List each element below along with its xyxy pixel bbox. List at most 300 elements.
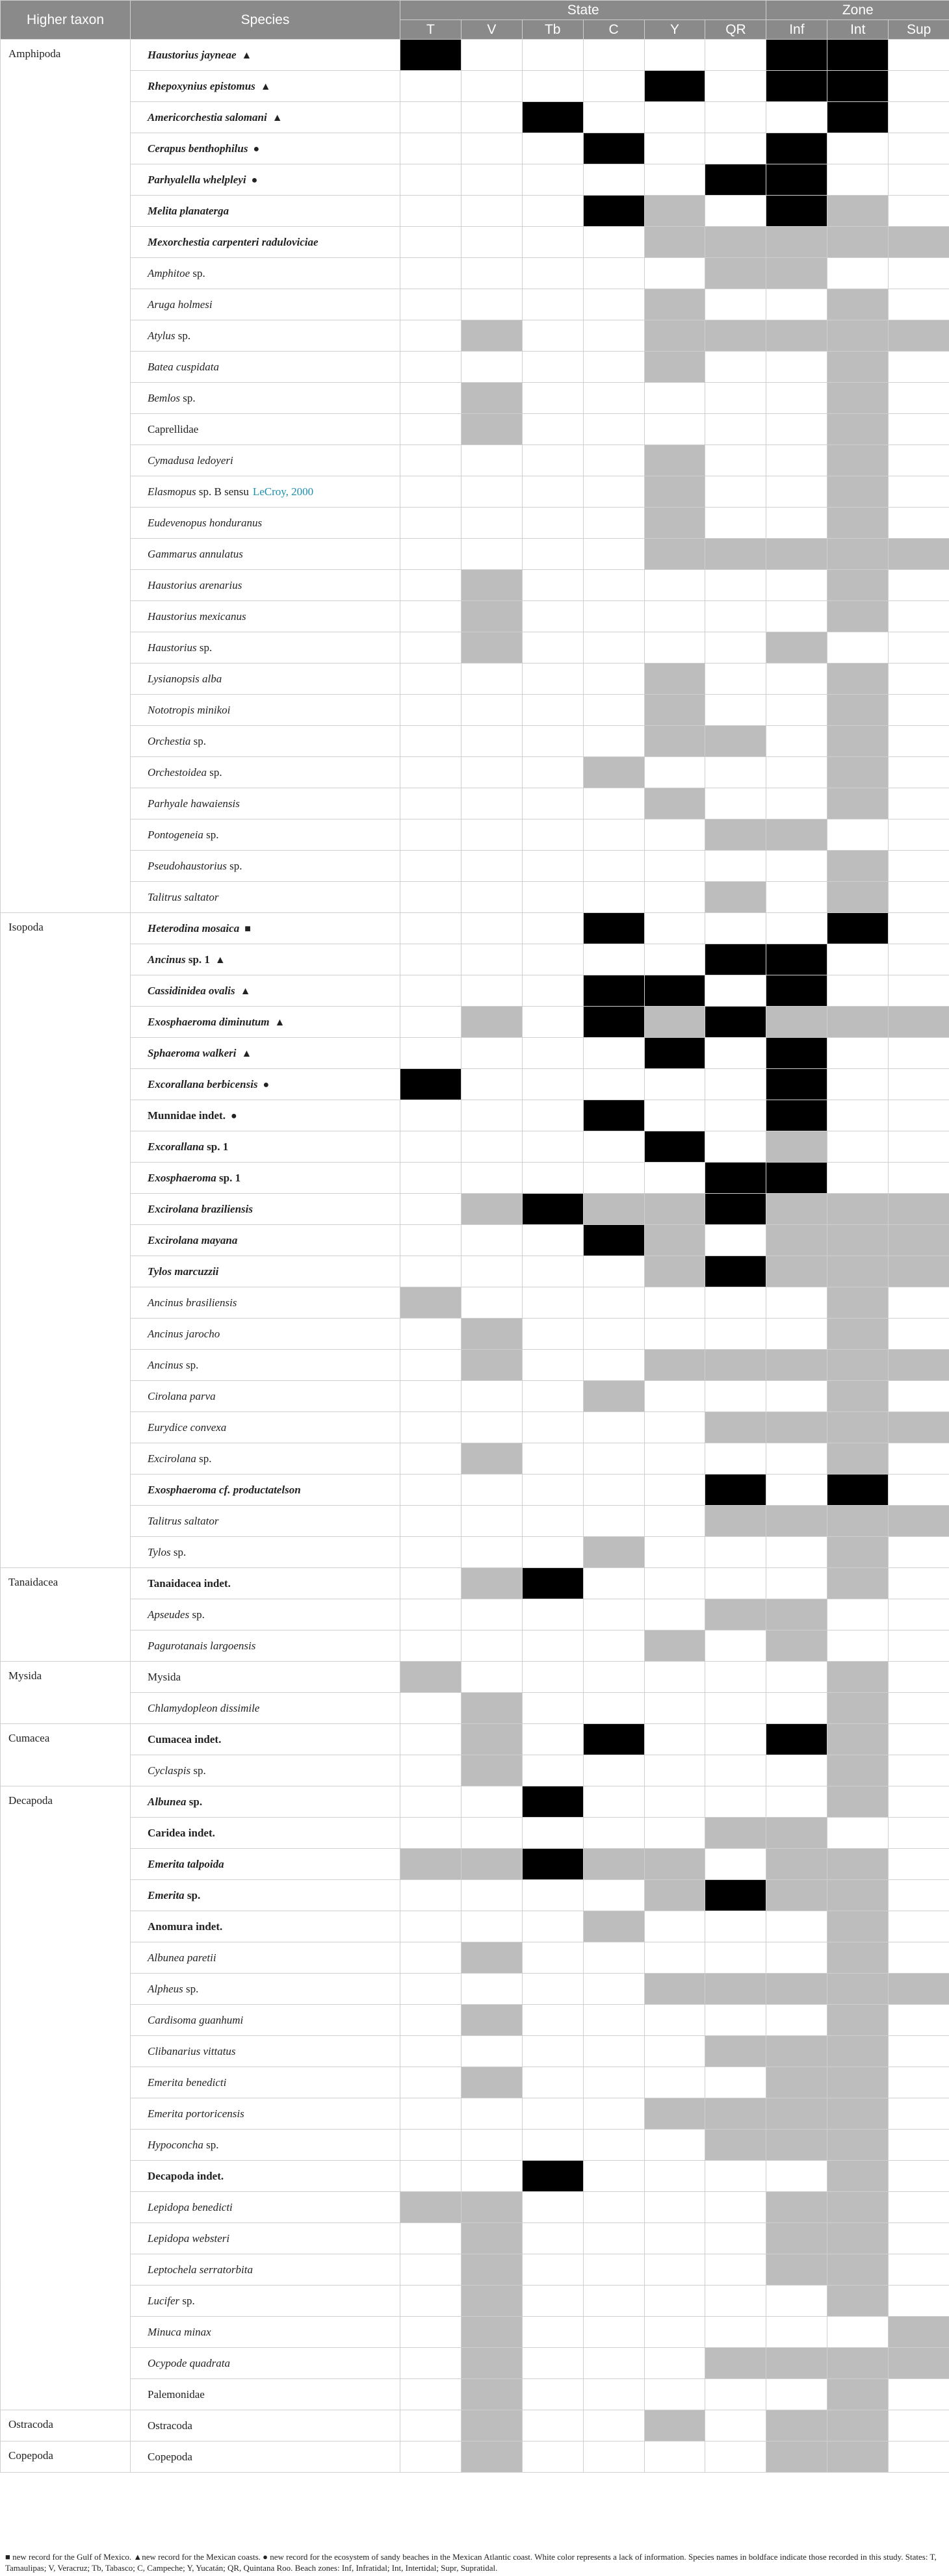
cell-inf: [766, 1662, 827, 1693]
cell-tb: [522, 1007, 583, 1038]
cell-sup: [889, 632, 949, 663]
cell-y: [644, 1225, 705, 1256]
cell-qr: [705, 1163, 766, 1194]
cell-sup: [889, 1755, 949, 1786]
cell-t: [400, 164, 462, 196]
cell-inf: [766, 2410, 827, 2441]
cell-v: [461, 476, 522, 508]
species-cell: [131, 695, 400, 726]
species-name: Tylos: [148, 1545, 171, 1558]
cell-t: [400, 570, 462, 601]
table-row: [1, 102, 949, 133]
cell-t: [400, 1163, 462, 1194]
species-cell: [131, 1630, 400, 1662]
cell-t: [400, 40, 462, 71]
cell-int: [827, 851, 889, 882]
table-body: [1, 40, 949, 2473]
cell-c: [583, 1443, 644, 1475]
cell-y: [644, 1007, 705, 1038]
header-col-qr: QR: [705, 20, 766, 40]
species-name: Exosphaeroma cf. productatelson: [148, 1483, 301, 1496]
species-name: Pontogeneia: [148, 828, 203, 841]
species-name: Parhyale hawaiensis: [148, 797, 240, 810]
cell-c: [583, 539, 644, 570]
cell-tb: [522, 2130, 583, 2161]
cell-inf: [766, 2036, 827, 2067]
cell-c: [583, 788, 644, 819]
cell-qr: [705, 1974, 766, 2005]
cell-c: [583, 757, 644, 788]
cell-y: [644, 1786, 705, 1818]
cell-t: [400, 1849, 462, 1880]
cell-inf: [766, 695, 827, 726]
cell-t: [400, 1194, 462, 1225]
cell-tb: [522, 2098, 583, 2130]
cell-tb: [522, 788, 583, 819]
cell-sup: [889, 2130, 949, 2161]
cell-c: [583, 1163, 644, 1194]
cell-inf: [766, 445, 827, 476]
cell-qr: [705, 2192, 766, 2223]
cell-inf: [766, 2192, 827, 2223]
table-row: [1, 1818, 949, 1849]
cell-int: [827, 227, 889, 258]
cell-inf: [766, 944, 827, 975]
cell-tb: [522, 1537, 583, 1568]
species-name: Batea cuspidata: [148, 360, 220, 373]
cell-qr: [705, 1443, 766, 1475]
cell-sup: [889, 1974, 949, 2005]
cell-sup: [889, 2036, 949, 2067]
cell-tb: [522, 1693, 583, 1724]
cell-t: [400, 2441, 462, 2473]
cell-qr: [705, 1225, 766, 1256]
cell-tb: [522, 539, 583, 570]
species-name: Eurydice convexa: [148, 1421, 227, 1434]
cell-int: [827, 539, 889, 570]
record-marker-icon: ●: [253, 143, 260, 155]
species-cell: [131, 508, 400, 539]
cell-c: [583, 1225, 644, 1256]
cell-qr: [705, 1506, 766, 1537]
cell-inf: [766, 1069, 827, 1100]
species-cell: [131, 2005, 400, 2036]
cell-t: [400, 1131, 462, 1163]
cell-inf: [766, 2379, 827, 2410]
record-marker-icon: ▲: [274, 1016, 285, 1028]
cell-c: [583, 445, 644, 476]
species-cell: [131, 102, 400, 133]
cell-y: [644, 1443, 705, 1475]
cell-tb: [522, 944, 583, 975]
cell-tb: [522, 1475, 583, 1506]
cell-sup: [889, 663, 949, 695]
cell-y: [644, 1069, 705, 1100]
cell-c: [583, 819, 644, 851]
cell-inf: [766, 601, 827, 632]
cell-v: [461, 2161, 522, 2192]
table-row: [1, 227, 949, 258]
cell-t: [400, 2036, 462, 2067]
cell-c: [583, 1287, 644, 1319]
cell-c: [583, 2317, 644, 2348]
cell-tb: [522, 1412, 583, 1443]
species-cell: [131, 2317, 400, 2348]
cell-int: [827, 2067, 889, 2098]
cell-tb: [522, 2254, 583, 2286]
species-name: Exosphaeroma: [148, 1171, 216, 1184]
cell-c: [583, 632, 644, 663]
cell-qr: [705, 1537, 766, 1568]
cell-y: [644, 2192, 705, 2223]
cell-tb: [522, 1755, 583, 1786]
header-col-int: Int: [827, 20, 889, 40]
cell-c: [583, 1693, 644, 1724]
cell-c: [583, 1818, 644, 1849]
higher-taxon-cell: Isopoda: [1, 913, 131, 1568]
table-row: [1, 601, 949, 632]
table-row: [1, 913, 949, 944]
cell-tb: [522, 227, 583, 258]
cell-v: [461, 1818, 522, 1849]
cell-v: [461, 1287, 522, 1319]
cell-tb: [522, 164, 583, 196]
cell-tb: [522, 352, 583, 383]
species-name: Decapoda indet.: [148, 2169, 224, 2182]
species-name: Lepidopa benedicti: [148, 2200, 233, 2213]
higher-taxon-cell: Ostracoda: [1, 2410, 131, 2441]
cell-v: [461, 1194, 522, 1225]
table-row: [1, 1880, 949, 1911]
table-row: [1, 2317, 949, 2348]
cell-sup: [889, 2441, 949, 2473]
cell-t: [400, 1381, 462, 1412]
species-name: Excirolana mayana: [148, 1233, 238, 1246]
cell-sup: [889, 133, 949, 164]
table-row: [1, 1911, 949, 1942]
cell-sup: [889, 1475, 949, 1506]
cell-v: [461, 1007, 522, 1038]
cell-c: [583, 2067, 644, 2098]
cell-qr: [705, 2286, 766, 2317]
cell-y: [644, 2067, 705, 2098]
header-zone-group: Zone: [766, 1, 949, 20]
table-row: [1, 1443, 949, 1475]
cell-inf: [766, 2286, 827, 2317]
cell-y: [644, 663, 705, 695]
table-row: [1, 289, 949, 320]
cell-c: [583, 851, 644, 882]
cell-tb: [522, 1069, 583, 1100]
species-name: Talitrus saltator: [148, 1514, 219, 1527]
cell-c: [583, 1506, 644, 1537]
cell-inf: [766, 570, 827, 601]
cell-v: [461, 2348, 522, 2379]
cell-sup: [889, 383, 949, 414]
cell-int: [827, 2098, 889, 2130]
species-name: Melita planaterga: [148, 204, 229, 217]
cell-c: [583, 1475, 644, 1506]
cell-tb: [522, 632, 583, 663]
cell-qr: [705, 663, 766, 695]
cell-qr: [705, 882, 766, 913]
cell-t: [400, 1662, 462, 1693]
cell-c: [583, 196, 644, 227]
table-row: [1, 1350, 949, 1381]
species-name: Americorchestia salomani: [148, 110, 267, 123]
reference-link[interactable]: LeCroy, 2000: [252, 485, 314, 498]
cell-y: [644, 1911, 705, 1942]
species-suffix: sp.: [183, 391, 196, 404]
cell-int: [827, 2254, 889, 2286]
cell-v: [461, 2286, 522, 2317]
species-name: Emerita benedicti: [148, 2076, 227, 2089]
cell-qr: [705, 1849, 766, 1880]
cell-qr: [705, 2161, 766, 2192]
table-row: [1, 164, 949, 196]
cell-c: [583, 2036, 644, 2067]
cell-y: [644, 1942, 705, 1974]
species-cell: [131, 1849, 400, 1880]
cell-tb: [522, 476, 583, 508]
species-name: Tanaidacea indet.: [148, 1577, 231, 1590]
species-cell: [131, 414, 400, 445]
cell-y: [644, 1568, 705, 1599]
cell-y: [644, 508, 705, 539]
cell-y: [644, 1849, 705, 1880]
cell-tb: [522, 2348, 583, 2379]
cell-v: [461, 819, 522, 851]
cell-int: [827, 383, 889, 414]
cell-t: [400, 196, 462, 227]
cell-t: [400, 1693, 462, 1724]
species-cell: [131, 1537, 400, 1568]
cell-y: [644, 2130, 705, 2161]
species-cell: [131, 1131, 400, 1163]
cell-c: [583, 1131, 644, 1163]
cell-inf: [766, 1568, 827, 1599]
record-marker-icon: ●: [251, 174, 258, 186]
table-row: [1, 2223, 949, 2254]
cell-c: [583, 1568, 644, 1599]
cell-t: [400, 1568, 462, 1599]
cell-inf: [766, 1786, 827, 1818]
cell-v: [461, 788, 522, 819]
table-row: [1, 851, 949, 882]
cell-qr: [705, 2379, 766, 2410]
cell-t: [400, 1537, 462, 1568]
cell-c: [583, 1100, 644, 1131]
species-cell: [131, 1194, 400, 1225]
cell-y: [644, 1599, 705, 1630]
cell-int: [827, 1319, 889, 1350]
cell-y: [644, 601, 705, 632]
cell-qr: [705, 1724, 766, 1755]
cell-t: [400, 1755, 462, 1786]
cell-t: [400, 851, 462, 882]
cell-int: [827, 1786, 889, 1818]
table-row: [1, 1662, 949, 1693]
cell-t: [400, 1506, 462, 1537]
species-cell: [131, 2348, 400, 2379]
cell-inf: [766, 1350, 827, 1381]
species-suffix: sp.: [229, 859, 242, 872]
cell-c: [583, 1537, 644, 1568]
species-cell: [131, 570, 400, 601]
cell-y: [644, 1537, 705, 1568]
cell-v: [461, 1942, 522, 1974]
cell-qr: [705, 445, 766, 476]
cell-qr: [705, 476, 766, 508]
cell-c: [583, 1755, 644, 1786]
cell-int: [827, 944, 889, 975]
cell-inf: [766, 1194, 827, 1225]
cell-int: [827, 663, 889, 695]
cell-tb: [522, 1194, 583, 1225]
table-row: [1, 882, 949, 913]
cell-t: [400, 2098, 462, 2130]
cell-int: [827, 1880, 889, 1911]
cell-int: [827, 1100, 889, 1131]
cell-tb: [522, 1818, 583, 1849]
cell-c: [583, 1880, 644, 1911]
cell-inf: [766, 726, 827, 757]
species-cell: [131, 944, 400, 975]
cell-v: [461, 1256, 522, 1287]
species-name: Rhepoxynius epistomus: [148, 79, 255, 92]
cell-qr: [705, 1412, 766, 1443]
species-cell: [131, 726, 400, 757]
cell-inf: [766, 1287, 827, 1319]
cell-qr: [705, 1350, 766, 1381]
species-name: Pseudohaustorius: [148, 859, 227, 872]
species-cell: [131, 1225, 400, 1256]
cell-inf: [766, 1319, 827, 1350]
cell-y: [644, 2161, 705, 2192]
cell-inf: [766, 133, 827, 164]
higher-taxon-cell: Tanaidacea: [1, 1568, 131, 1662]
cell-qr: [705, 1319, 766, 1350]
cell-tb: [522, 1880, 583, 1911]
cell-t: [400, 695, 462, 726]
cell-y: [644, 913, 705, 944]
cell-t: [400, 1256, 462, 1287]
species-name: Anomura indet.: [148, 1920, 223, 1933]
cell-sup: [889, 1319, 949, 1350]
cell-y: [644, 289, 705, 320]
cell-qr: [705, 1568, 766, 1599]
species-cell: [131, 1412, 400, 1443]
cell-inf: [766, 2441, 827, 2473]
cell-qr: [705, 2036, 766, 2067]
cell-v: [461, 2254, 522, 2286]
table-row: [1, 383, 949, 414]
cell-y: [644, 944, 705, 975]
species-cell: [131, 2223, 400, 2254]
species-suffix: sp.: [188, 1795, 203, 1808]
cell-c: [583, 601, 644, 632]
cell-t: [400, 663, 462, 695]
species-cell: [131, 1911, 400, 1942]
cell-qr: [705, 133, 766, 164]
species-name: Cymadusa ledoyeri: [148, 454, 233, 467]
cell-v: [461, 1849, 522, 1880]
cell-c: [583, 2130, 644, 2161]
cell-t: [400, 1412, 462, 1443]
cell-t: [400, 2379, 462, 2410]
cell-v: [461, 1506, 522, 1537]
cell-v: [461, 1974, 522, 2005]
species-name: Alpheus: [148, 1982, 183, 1995]
table-row: [1, 1849, 949, 1880]
cell-int: [827, 2223, 889, 2254]
cell-y: [644, 2098, 705, 2130]
cell-int: [827, 2379, 889, 2410]
cell-v: [461, 2317, 522, 2348]
cell-v: [461, 414, 522, 445]
cell-sup: [889, 539, 949, 570]
cell-qr: [705, 258, 766, 289]
cell-qr: [705, 757, 766, 788]
header-species: Species: [131, 1, 400, 40]
cell-int: [827, 2036, 889, 2067]
cell-y: [644, 71, 705, 102]
cell-t: [400, 882, 462, 913]
species-cell: [131, 1786, 400, 1818]
cell-tb: [522, 383, 583, 414]
cell-sup: [889, 102, 949, 133]
cell-c: [583, 2286, 644, 2317]
species-cell: [131, 2410, 400, 2441]
cell-c: [583, 2348, 644, 2379]
cell-y: [644, 1381, 705, 1412]
cell-tb: [522, 2036, 583, 2067]
species-cell: [131, 383, 400, 414]
species-name: Ancinus: [148, 953, 186, 966]
species-cell: [131, 1693, 400, 1724]
species-cell: [131, 2098, 400, 2130]
table-row: [1, 352, 949, 383]
cell-qr: [705, 289, 766, 320]
cell-sup: [889, 352, 949, 383]
table-row: [1, 2130, 949, 2161]
higher-taxon-cell: Copepoda: [1, 2441, 131, 2473]
cell-v: [461, 1911, 522, 1942]
cell-c: [583, 1630, 644, 1662]
cell-y: [644, 1287, 705, 1319]
cell-tb: [522, 258, 583, 289]
cell-sup: [889, 2410, 949, 2441]
cell-c: [583, 913, 644, 944]
cell-sup: [889, 913, 949, 944]
cell-v: [461, 539, 522, 570]
cell-tb: [522, 1163, 583, 1194]
table-row: [1, 1131, 949, 1163]
species-name: Minuca minax: [148, 2325, 211, 2338]
cell-int: [827, 1693, 889, 1724]
cell-qr: [705, 1786, 766, 1818]
cell-sup: [889, 1568, 949, 1599]
cell-inf: [766, 2005, 827, 2036]
cell-int: [827, 508, 889, 539]
cell-tb: [522, 1038, 583, 1069]
table-row: [1, 2379, 949, 2410]
cell-v: [461, 383, 522, 414]
cell-y: [644, 1163, 705, 1194]
cell-qr: [705, 1911, 766, 1942]
cell-t: [400, 289, 462, 320]
cell-y: [644, 1974, 705, 2005]
